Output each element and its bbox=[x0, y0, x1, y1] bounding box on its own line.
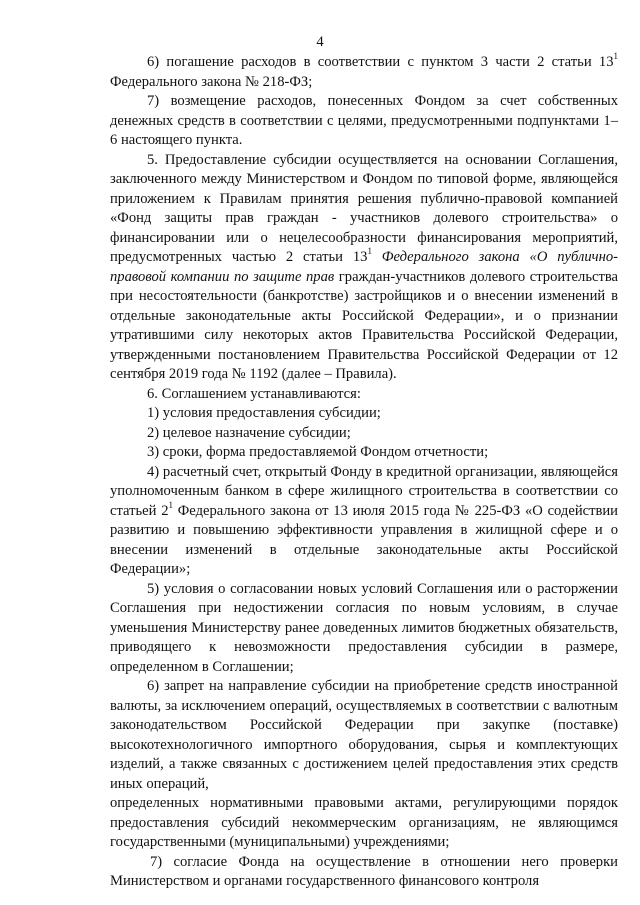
list-item-6-continuation: определенных нормативными правовыми актами, регулирующими порядок предоставления субсидий некоммерческим организациям, не являющимся государственными (муниципальными) учреждениями; bbox=[110, 795, 618, 850]
paragraph-6-heading: 6. Соглашением устанавливаются: bbox=[147, 385, 361, 402]
superscript: 1 bbox=[613, 51, 618, 62]
paragraph-item-6: 6) погашение расходов в соответствии с пунктом 3 части 2 статьи $13^1$ Федерального закона № 218-ФЗ; bbox=[110, 51, 618, 90]
superscript: 1 bbox=[168, 499, 174, 510]
italic-law-title: Федерального закона «О публично-правовой компании по защите прав bbox=[110, 249, 618, 285]
document-body bbox=[110, 53, 618, 892]
list-item-3: 3) сроки, форма предоставляемой Фондом отчетности; bbox=[147, 444, 489, 460]
list-item-7: 7) согласие Фонда на осуществление в отношении него проверки Министерством и органами государственного финансового контроля bbox=[110, 853, 618, 889]
list-item-4: 4) расчетный счет, открытый Фонду в кредитной организации, являющейся уполномоченным банком в сфере жилищного строительства в соответствии со статьей $2^1$ Федерального закона от 13 июля 2015 года № 225-ФЗ «О содействии развитию и повышению эффективности управления в жилищной сфере и о внесении изменений в отдельные законодательные акты Российской Федерации»; bbox=[110, 463, 618, 577]
page-number: 4 bbox=[316, 34, 324, 50]
paragraph-item-7: 7) возмещение расходов, понесенных Фондом за счет собственных денежных средств в соответствии с целями, предусмотренными подпунктами 1–6 настоящего пункта. bbox=[110, 93, 618, 148]
superscript: 1 bbox=[367, 246, 372, 257]
list-item-1: 1) условия предоставления субсидии; bbox=[147, 405, 381, 421]
paragraph-5: 5. Предоставление субсидии осуществляется на основании Соглашения, заключенного между Министерством и Фондом по типовой форме, являющейся приложением к Правилам принятия решения публично-правовой компанией «Фонд защиты прав граждан - участников долевого строительства» о финансировании или о нецелесообразности финансирования мероприятий, предусмотренных частью 2 статьи $13^1$ Федерального закона «О публично-правовой компании по защите прав граждан-участников долевого строительства при несостоятельности (банкротстве) застройщиков и о внесении изменений в отдельные законодательные акты Российской Федерации», и о признании утратившими силу некоторых актов Правительства Российской Федерации, утвержденными постановлением Правительства Российской Федерации от 12 сентября 2019 года № 1192 (далее – Правила). bbox=[110, 151, 619, 382]
list-item-5: 5) условия о согласовании новых условий Соглашения или о расторжении Соглашения при недостижении согласия по новым условиям, в случае уменьшения Министерству ранее доведенных лимитов бюджетных обязательств, приводящего к невозможности предоставления субсидии в размере, определенном в Соглашении; bbox=[110, 580, 618, 675]
list-item-6: 6) запрет на направление субсидии на приобретение средств иностранной валюты, за исключением операций, осуществляемых в соответствии с валютным законодательством Российской Федерации при закупке (поставке) высокотехнологичного импортного оборудования, сырья и комплектующих изделий, а также связанных с достижением целей предоставления этих средств иных операций, bbox=[110, 678, 618, 792]
list-item-2: 2) целевое назначение субсидии; bbox=[147, 424, 351, 441]
